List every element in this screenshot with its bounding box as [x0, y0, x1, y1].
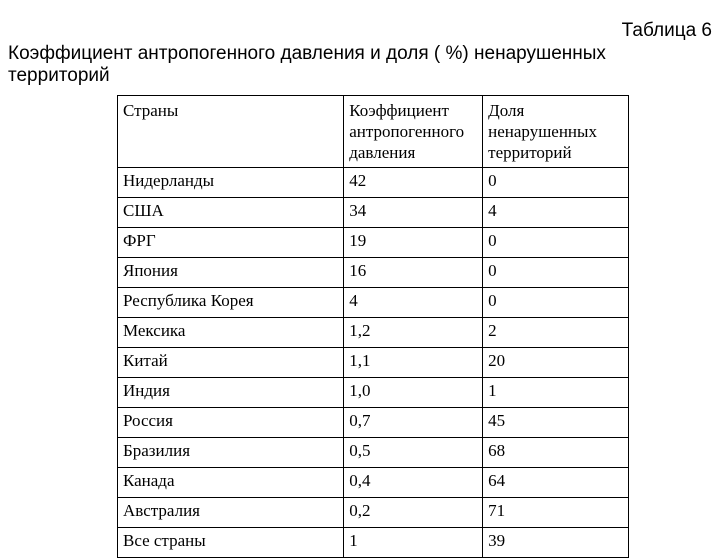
cell-coefficient: 0,7: [344, 408, 483, 438]
cell-share: 1: [483, 378, 629, 408]
cell-coefficient: 42: [344, 168, 483, 198]
cell-country: ФРГ: [118, 228, 344, 258]
cell-country: Мексика: [118, 318, 344, 348]
header-line: антропогенного: [349, 122, 465, 141]
header-countries: [118, 96, 344, 168]
header-coefficient: [344, 96, 483, 168]
header-line: ненарушенных: [488, 122, 597, 141]
cell-share: 2: [483, 318, 629, 348]
header-share: [483, 96, 629, 168]
cell-country: Все страны: [118, 528, 344, 558]
header-line: давления: [349, 143, 416, 162]
cell-country: Канада: [118, 468, 344, 498]
table-row: [118, 348, 629, 378]
table-number: Таблица 6: [621, 20, 712, 41]
cell-coefficient: 16: [344, 258, 483, 288]
cell-coefficient: 1: [344, 528, 483, 558]
cell-share: 0: [483, 258, 629, 288]
cell-coefficient: 0,5: [344, 438, 483, 468]
cell-coefficient: 4: [344, 288, 483, 318]
table-row: [118, 198, 629, 228]
header-line: территорий: [488, 143, 572, 162]
cell-coefficient: 1,0: [344, 378, 483, 408]
table-row: [118, 228, 629, 258]
table-header: [118, 96, 629, 168]
table-row: [118, 468, 629, 498]
cell-share: 71: [483, 498, 629, 528]
cell-country: Австралия: [118, 498, 344, 528]
cell-share: 0: [483, 228, 629, 258]
cell-coefficient: 0,2: [344, 498, 483, 528]
cell-coefficient: 0,4: [344, 468, 483, 498]
cell-country: Япония: [118, 258, 344, 288]
cell-country: Россия: [118, 408, 344, 438]
cell-country: Республика Корея: [118, 288, 344, 318]
table-row: [118, 438, 629, 468]
cell-share: 20: [483, 348, 629, 378]
table-row: [118, 378, 629, 408]
table-row: [118, 498, 629, 528]
cell-coefficient: 34: [344, 198, 483, 228]
cell-share: 45: [483, 408, 629, 438]
cell-country: Нидерланды: [118, 168, 344, 198]
table-row: [118, 288, 629, 318]
table-row: [118, 408, 629, 438]
cell-country: Бразилия: [118, 438, 344, 468]
document-title: Коэффициент антропогенного давления и доля ( %) ненарушенных территорий: [8, 43, 606, 86]
cell-country: Индия: [118, 378, 344, 408]
header-line: Коэффициент: [349, 101, 449, 120]
table-row: [118, 318, 629, 348]
cell-share: 4: [483, 198, 629, 228]
table-body: [118, 168, 629, 558]
cell-share: 0: [483, 168, 629, 198]
header-row: [118, 96, 629, 168]
cell-coefficient: 1,1: [344, 348, 483, 378]
cell-share: 39: [483, 528, 629, 558]
table-row: [118, 528, 629, 558]
cell-coefficient: 19: [344, 228, 483, 258]
cell-share: 64: [483, 468, 629, 498]
table-row: [118, 168, 629, 198]
cell-country: США: [118, 198, 344, 228]
cell-country: Китай: [118, 348, 344, 378]
cell-coefficient: 1,2: [344, 318, 483, 348]
cell-share: 68: [483, 438, 629, 468]
header-line: Доля: [488, 101, 525, 120]
data-table: [117, 95, 629, 558]
cell-share: 0: [483, 288, 629, 318]
table-row: [118, 258, 629, 288]
header-line: Страны: [123, 101, 179, 120]
